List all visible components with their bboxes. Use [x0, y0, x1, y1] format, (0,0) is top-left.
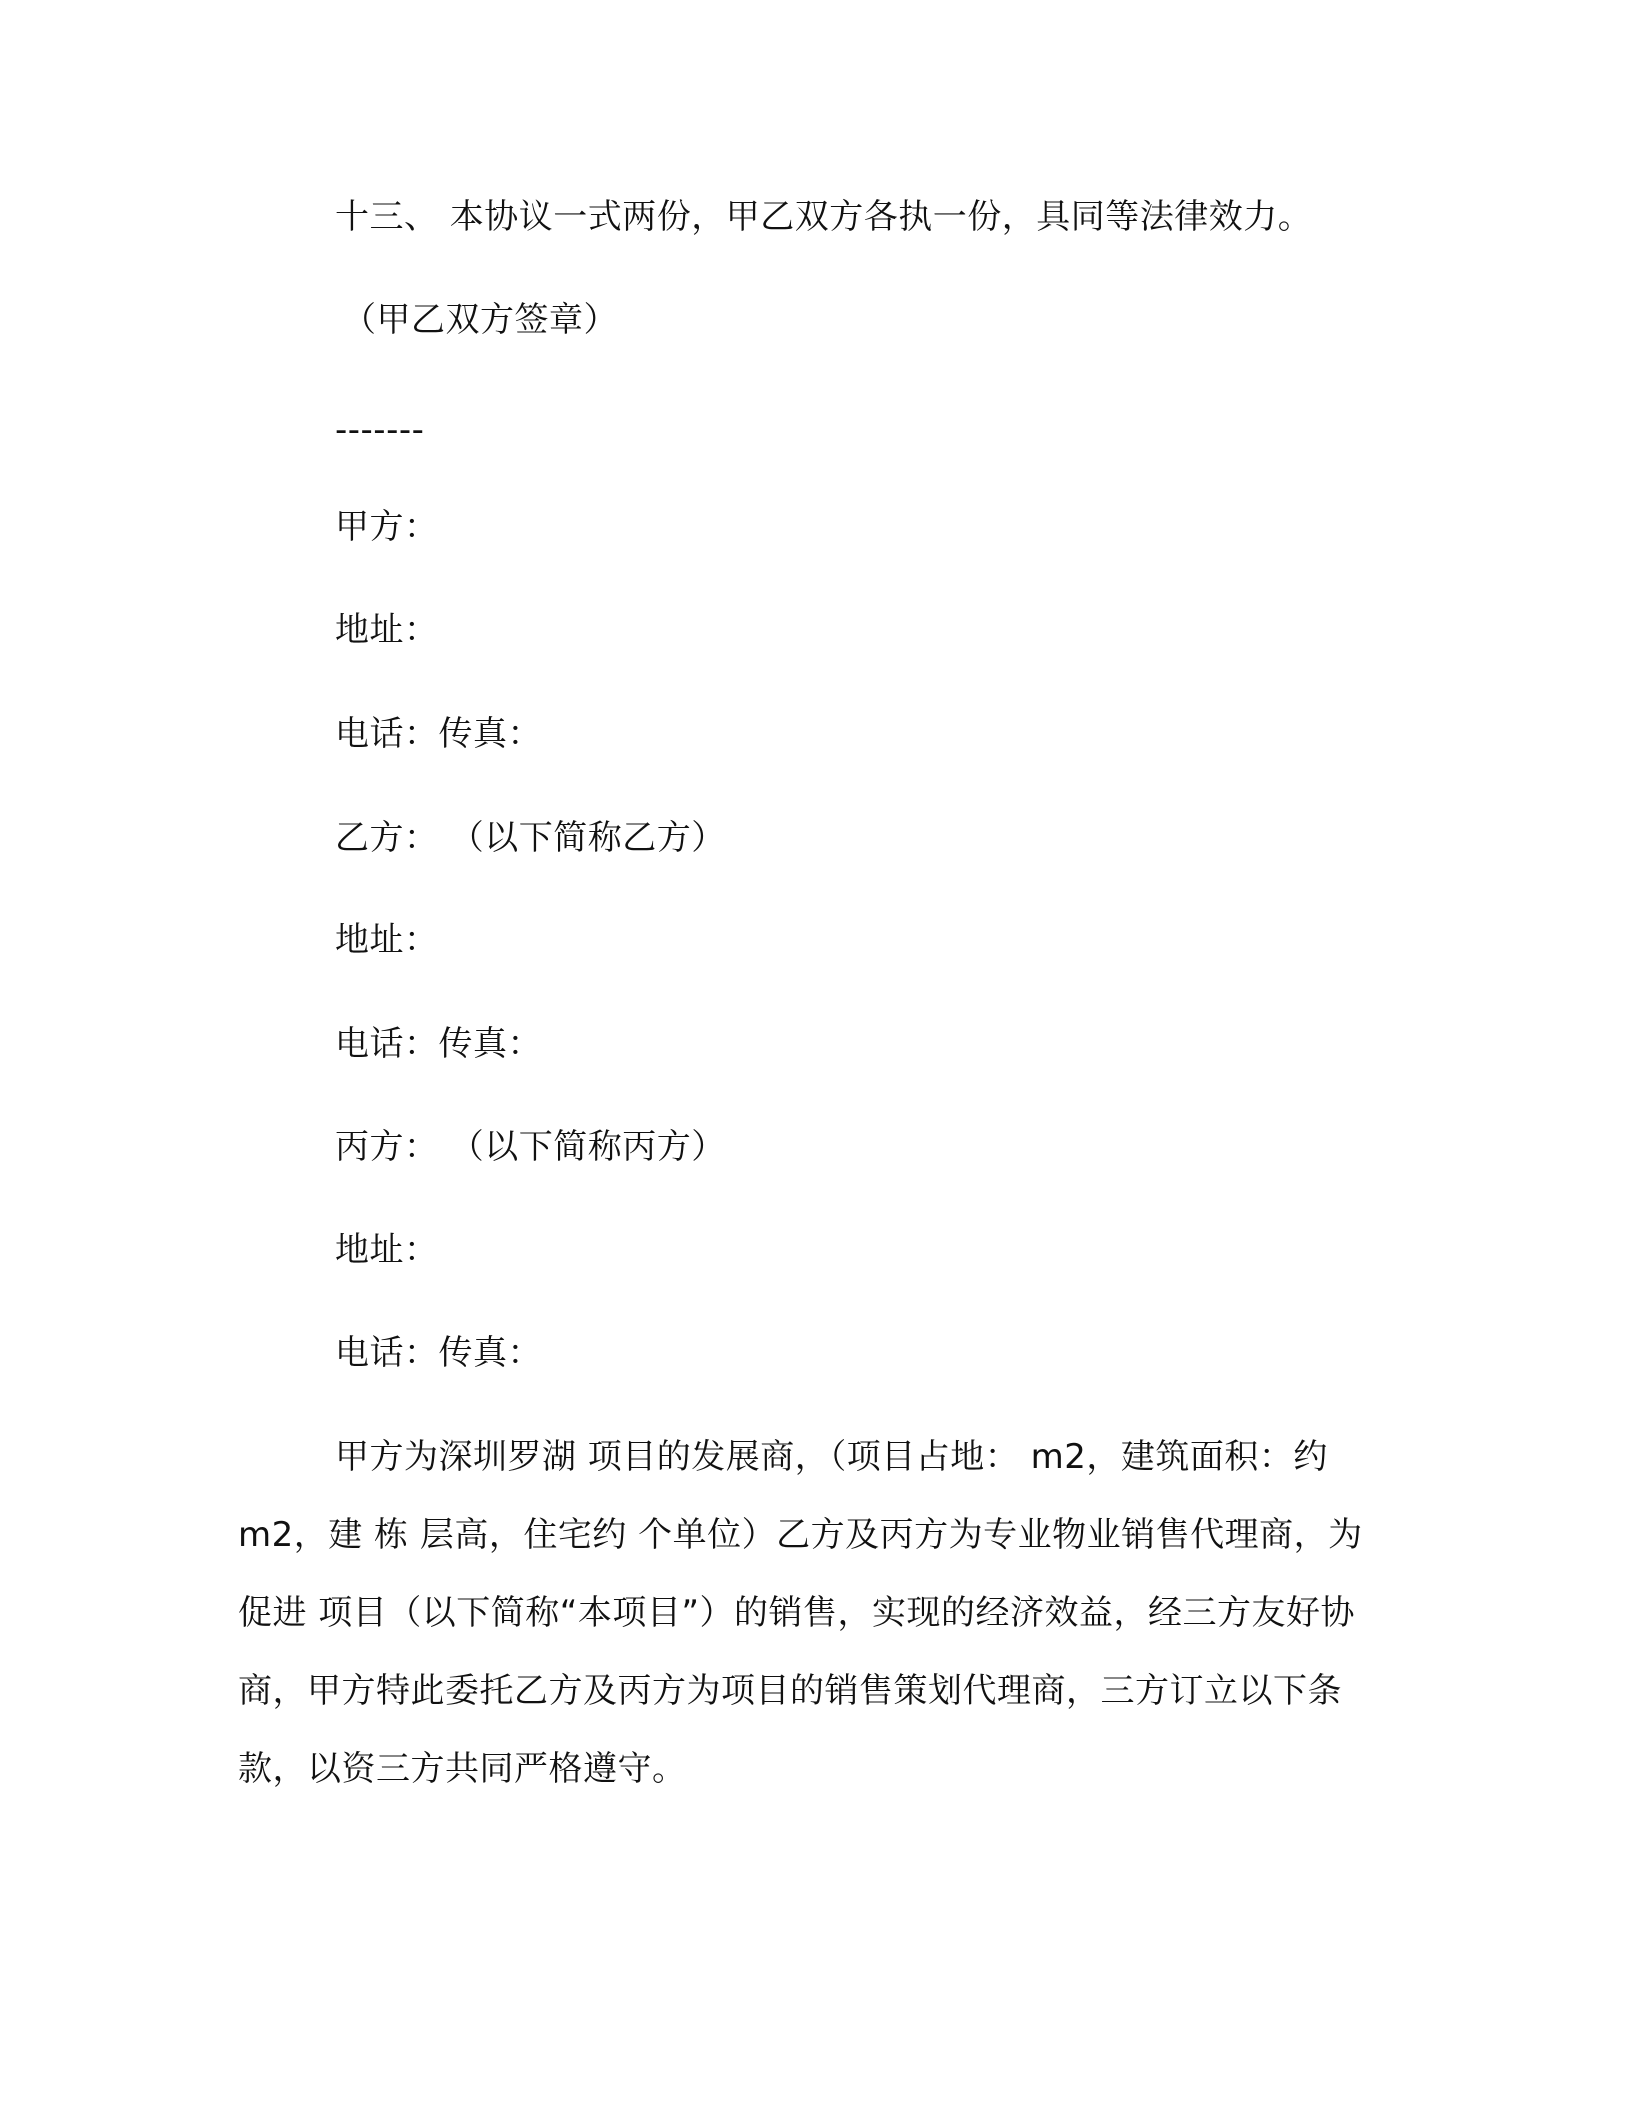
signature-note: （甲乙双方签章） — [342, 300, 618, 340]
party-c-address: 地址： — [335, 1230, 439, 1270]
party-b-address: 地址： — [335, 920, 439, 960]
party-a-address: 地址： — [335, 610, 439, 650]
intro-paragraph-block — [238, 1418, 1388, 1808]
party-b-label: 乙方： （以下简称乙方） — [335, 818, 726, 858]
party-b-contact: 电话：传真： — [335, 1024, 542, 1064]
clause-13: 十三、 本协议一式两份，甲乙双方各执一份，具同等法律效力。 — [335, 197, 1313, 237]
party-c-label: 丙方： （以下简称丙方） — [335, 1127, 726, 1167]
party-c-contact: 电话：传真： — [335, 1333, 542, 1373]
intro-paragraph: 甲方为深圳罗湖 项目的发展商，（项目占地： m2，建筑面积：约 m2，建 栋 层高，住宅约 个单位）乙方及丙方为专业物业销售代理商，为促进 项目（以下简称“本项目”）的销售，实现的经济效益，经三方友好协商，甲方特此委托乙方及丙方为项目的销售策划代理商，三方订立以下条款，以资三方共同严格遵守。 — [238, 1437, 1363, 1789]
separator-line: ------- — [335, 410, 425, 450]
party-a-contact: 电话：传真： — [335, 714, 542, 754]
party-a-label: 甲方： — [335, 507, 439, 547]
